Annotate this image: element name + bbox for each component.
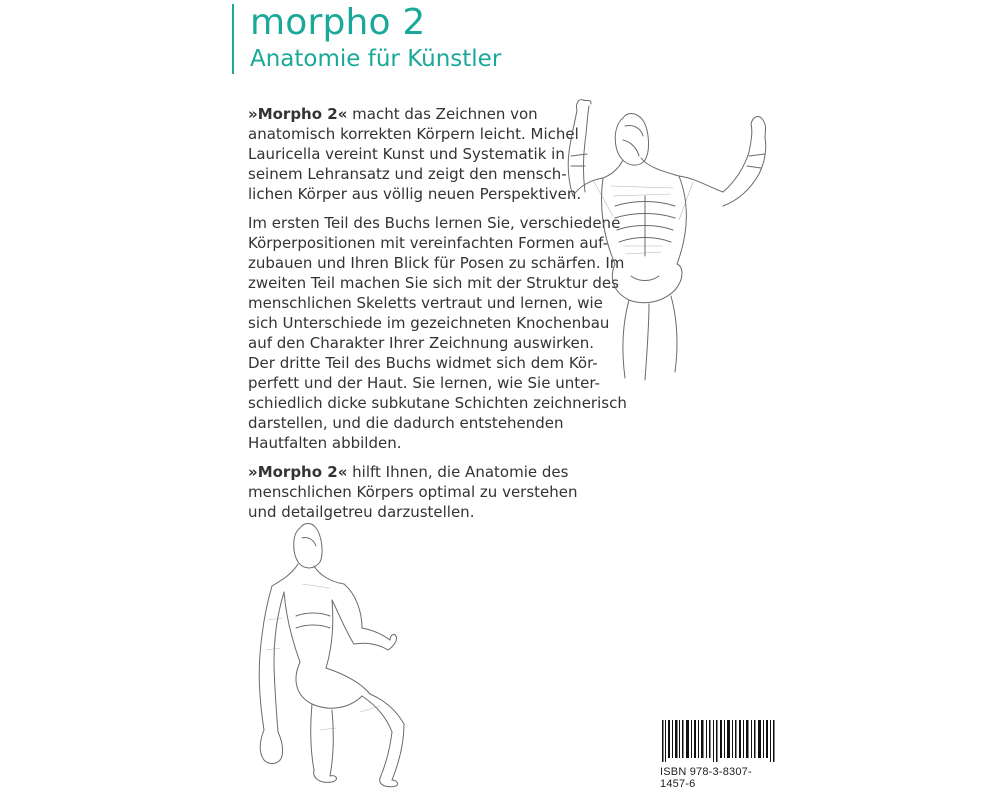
blurb-line: lichen Körper aus völlig neuen Perspektiven. (248, 185, 582, 203)
blurb-line: Körperpositionen mit vereinfachten Formen auf- (248, 234, 609, 252)
crouching-figure-sketch-illustration (240, 520, 430, 790)
blurb-line (248, 104, 596, 124)
barcode (660, 720, 780, 788)
blurb-line: und detailgetreu darzustellen. (248, 503, 475, 521)
blurb-paragraph-3 (248, 462, 596, 522)
blurb-line: Lauricella vereint Kunst und Systematik in (248, 145, 565, 163)
title-block (232, 4, 501, 74)
blurb-line: Im ersten Teil des Buchs lernen Sie, verschiedene (248, 214, 621, 232)
blurb-line: sich Unterschiede im gezeichneten Knochenbau (248, 314, 610, 332)
blurb-text (248, 104, 627, 531)
blurb-text-span: macht das Zeichnen von (347, 105, 538, 123)
blurb-line: darstellen, und die dadurch entstehenden (248, 414, 564, 432)
blurb-line: menschlichen Skeletts vertraut und lernen, wie (248, 294, 603, 312)
blurb-line: zweiten Teil machen Sie sich mit der Struktur des (248, 274, 619, 292)
blurb-line: zubauen und Ihren Blick für Posen zu schärfen. Im (248, 254, 625, 272)
blurb-line: Hautfalten abbilden. (248, 434, 402, 452)
book-subtitle: Anatomie für Künstler (250, 46, 502, 72)
blurb-bold-title: »Morpho 2« (248, 105, 348, 123)
blurb-line: seinem Lehransatz und zeigt den mensch- (248, 165, 567, 183)
blurb-line (248, 462, 596, 482)
blurb-paragraph-2 (248, 213, 627, 453)
blurb-line: menschlichen Körpers optimal zu verstehen (248, 483, 578, 501)
blurb-bold-title: »Morpho 2« (248, 463, 348, 481)
isbn-number: ISBN 978-3-8307-1457-6 (660, 766, 752, 790)
blurb-line: Der dritte Teil des Buchs widmet sich dem Kör- (248, 354, 598, 372)
blurb-line: anatomisch korrekten Körpern leicht. Michel (248, 125, 579, 143)
blurb-line: schiedlich dicke subkutane Schichten zeichnerisch (248, 394, 627, 412)
barcode-bars-graphic (660, 720, 780, 762)
book-title: morpho 2 (250, 2, 426, 43)
blurb-text-span: hilft Ihnen, die Anatomie des (347, 463, 569, 481)
blurb-line: auf den Charakter Ihrer Zeichnung auswirken. (248, 334, 594, 352)
blurb-paragraph-1 (248, 104, 596, 204)
blurb-line: perfett und der Haut. Sie lernen, wie Sie unter- (248, 374, 600, 392)
torso-sketch-illustration (553, 96, 793, 396)
